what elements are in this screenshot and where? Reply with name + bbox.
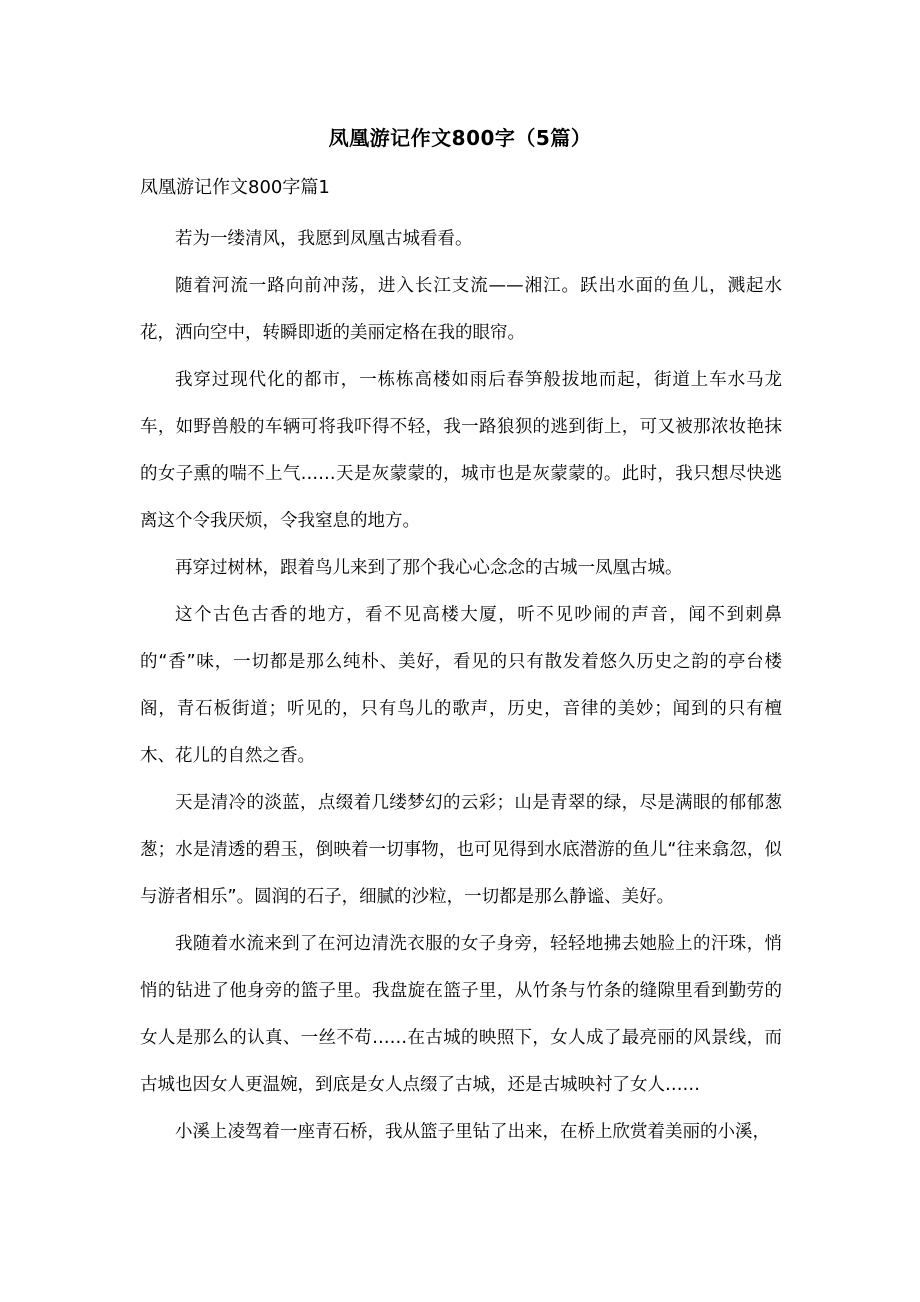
paragraph-8: 小溪上凌驾着一座青石桥，我从篮子里钻了出来，在桥上欣赏着美丽的小溪，: [175, 1122, 770, 1142]
paragraph-1: 若为一缕清风，我愿到凤凰古城看看。: [175, 229, 473, 249]
page-title: 凤凰游记作文800字（5篇）: [328, 126, 592, 150]
paragraph-3: 我穿过现代化的都市，一栋栋高楼如雨后春笋般拔地而起，街道上车水马龙车，如野兽般的车辆可将我吓得不轻，我一路狼狈的逃到街上，可又被那浓妆艳抹的女子熏的喘不上气……天是灰蒙蒙的，城市也是灰蒙蒙的。此时，我只想尽快逃离这个令我厌烦，令我窒息的地方。: [140, 370, 782, 531]
essay-body: [140, 216, 782, 1156]
essay-subtitle: 凤凰游记作文800字篇1: [140, 177, 330, 198]
paragraph-5: 这个古色古香的地方，看不见高楼大厦，听不见吵闹的声音，闻不到刺鼻的“香”味，一切都是那么纯朴、美好，看见的只有散发着悠久历史之韵的亭台楼阁，青石板街道；听见的，只有鸟儿的歌声，历史，音律的美妙；闻到的只有檀木、花儿的自然之香。: [140, 605, 782, 766]
paragraph-6: 天是清冷的淡蓝，点缀着几缕梦幻的云彩；山是青翠的绿，尽是满眼的郁郁葱葱；水是清透的碧玉，倒映着一切事物，也可见得到水底潜游的鱼儿“往来翕忽，似与游者相乐”。圆润的石子，细腻的沙粒，一切都是那么静谧、美好。: [140, 793, 782, 907]
paragraph-4: 再穿过树林，跟着鸟儿来到了那个我心心念念的古城一凤凰古城。: [175, 558, 683, 578]
paragraph-2: 随着河流一路向前冲荡，进入长江支流——湘江。跃出水面的鱼儿，溅起水花，洒向空中，转瞬即逝的美丽定格在我的眼帘。: [140, 276, 782, 343]
paragraph-7: 我随着水流来到了在河边清洗衣服的女子身旁，轻轻地拂去她脸上的汗珠，悄悄的钻进了他身旁的篮子里。我盘旋在篮子里，从竹条与竹条的缝隙里看到勤劳的女人是那么的认真、一丝不苟……在古城的映照下，女人成了最亮丽的风景线，而古城也因女人更温婉，到底是女人点缀了古城，还是古城映衬了女人……: [140, 934, 782, 1095]
